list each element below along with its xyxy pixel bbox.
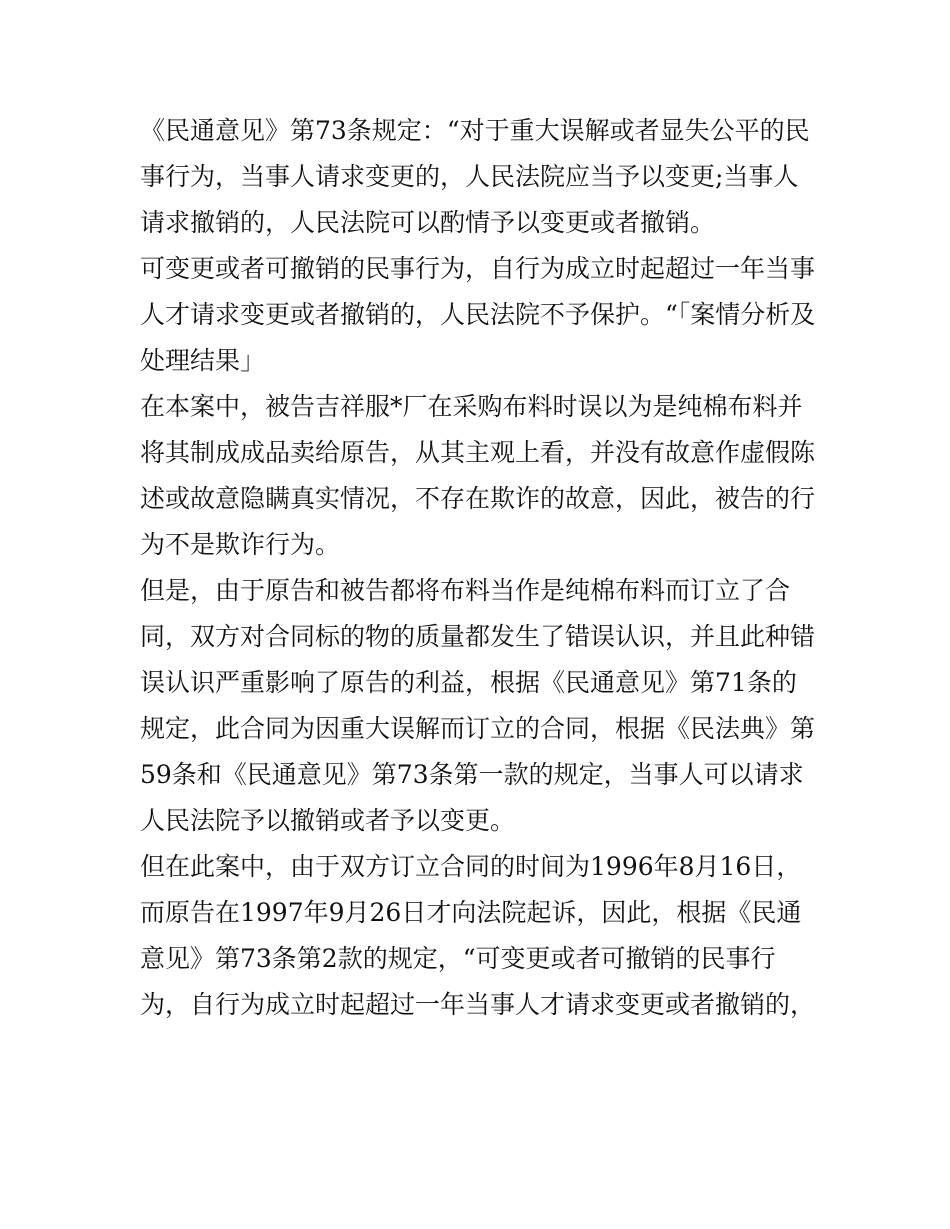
document-body [140,108,820,1028]
paragraph-4: 但是，由于原告和被告都将布料当作是纯棉布料而订立了合同，双方对合同标的物的质量都发生了错误认识，并且此种错误认识严重影响了原告的利益，根据《民通意见》第71条的规定，此合同为因重大误解而订立的合同，根据《民法典》第59条和《民通意见》第73条第一款的规定，当事人可以请求人民法院予以撤销或者予以变更。 [140,576,816,835]
paragraph-1: 《民通意见》第73条规定：“对于重大误解或者显失公平的民事行为，当事人请求变更的，人民法院应当予以变更;当事人请求撤销的，人民法院可以酌情予以变更或者撤销。 [140,116,810,237]
paragraph-5: 但在此案中，由于双方订立合同的时间为1996年8月16日，而原告在1997年9月26日才向法院起诉，因此，根据《民通意见》第73条第2款的规定，“可变更或者可撤销的民事行为，自行为成立时起超过一年当事人才请求变更或者撤销的， [140,852,816,1019]
paragraph-3: 在本案中，被告吉祥服*厂在采购布料时误以为是纯棉布料并将其制成成品卖给原告，从其主观上看，并没有故意作虚假陈述或故意隐瞒真实情况，不存在欺诈的故意，因此，被告的行为不是欺诈行为。 [140,392,816,559]
paragraph-2: 可变更或者可撤销的民事行为，自行为成立时起超过一年当事人才请求变更或者撤销的，人民法院不予保护。“「案情分析及处理结果」 [140,254,816,375]
